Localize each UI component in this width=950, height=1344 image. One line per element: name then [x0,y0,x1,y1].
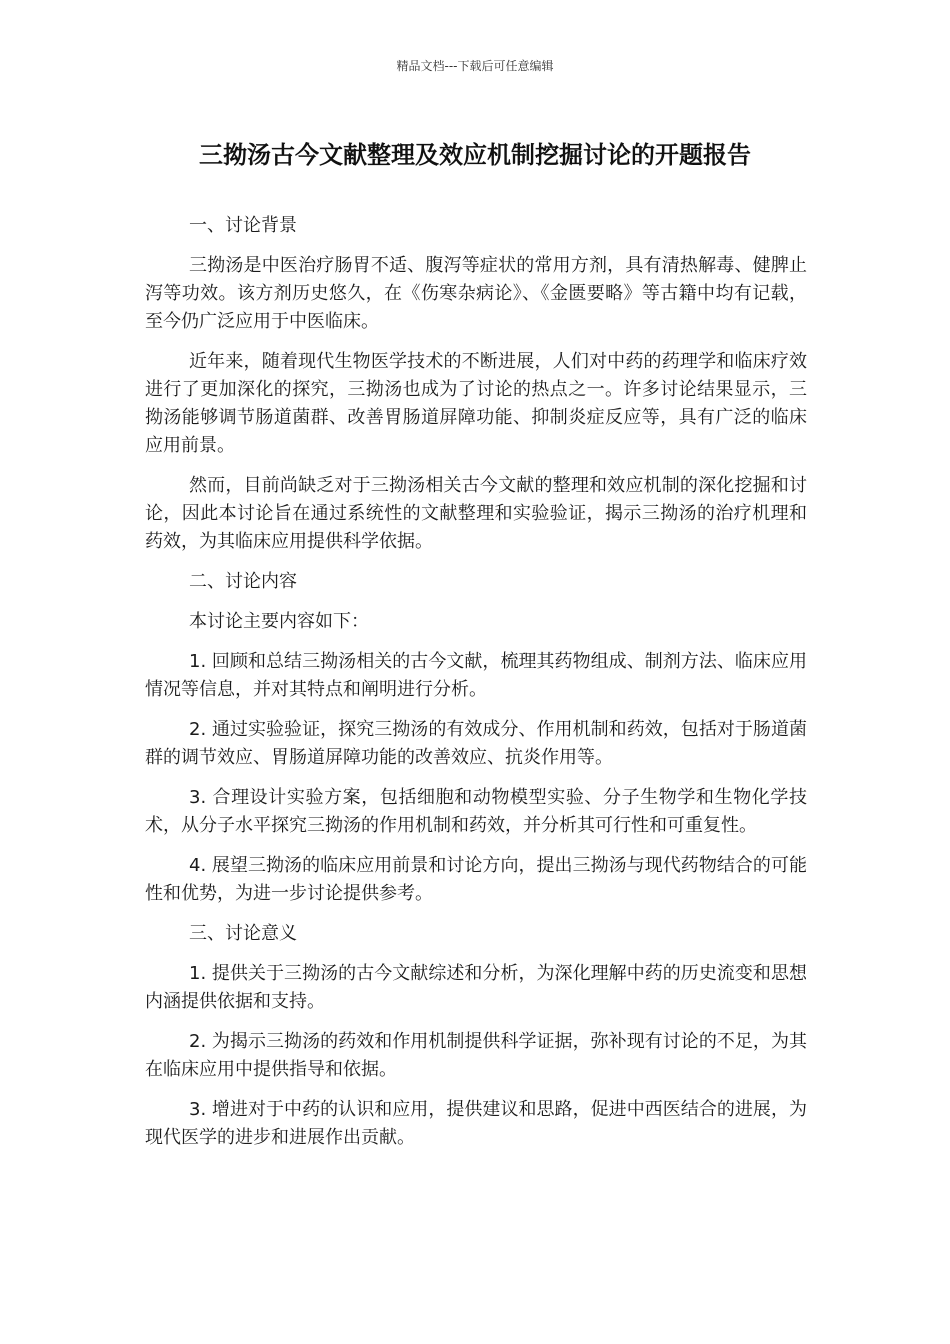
list-item: 2. 通过实验验证，探究三拗汤的有效成分、作用机制和药效，包括对于肠道菌群的调节效应、胃肠道屏障功能的改善效应、抗炎作用等。 [145,719,807,768]
list-item: 1. 提供关于三拗汤的古今文献综述和分析，为深化理解中药的历史流变和思想内涵提供依据和支持。 [145,963,807,1012]
list-item: 1. 回顾和总结三拗汤相关的古今文献，梳理其药物组成、制剂方法、临床应用情况等信息，并对其特点和阐明进行分析。 [145,651,807,700]
list-item: 4. 展望三拗汤的临床应用前景和讨论方向，提出三拗汤与现代药物结合的可能性和优势，为进一步讨论提供参考。 [145,855,807,904]
document-title: 三拗汤古今文献整理及效应机制挖掘讨论的开题报告 [199,141,751,169]
page-header-note: 精品文档---下载后可任意编辑 [396,59,554,73]
list-item: 3. 增进对于中药的认识和应用，提供建议和思路，促进中西医结合的进展，为现代医学的进步和进展作出贡献。 [145,1099,807,1148]
list-item: 3. 合理设计实验方案，包括细胞和动物模型实验、分子生物学和生物化学技术，从分子水平探究三拗汤的作用机制和药效，并分析其可行性和可重复性。 [145,787,807,836]
paragraph: 近年来，随着现代生物医学技术的不断进展，人们对中药的药理学和临床疗效进行了更加深化的探究，三拗汤也成为了讨论的热点之一。许多讨论结果显示，三拗汤能够调节肠道菌群、改善胃肠道屏障功能、抑制炎症反应等，具有广泛的临床应用前景。 [145,351,807,456]
paragraph: 三拗汤是中医治疗肠胃不适、腹泻等症状的常用方剂，具有清热解毒、健脾止泻等功效。该方剂历史悠久，在《伤寒杂病论》、《金匮要略》等古籍中均有记载，至今仍广泛应用于中医临床。 [145,255,807,332]
paragraph: 然而，目前尚缺乏对于三拗汤相关古今文献的整理和效应机制的深化挖掘和讨论，因此本讨论旨在通过系统性的文献整理和实验验证，揭示三拗汤的治疗机理和药效，为其临床应用提供科学依据。 [145,475,807,552]
paragraph: 本讨论主要内容如下： [189,611,369,632]
section-heading-significance: 三、讨论意义 [189,923,297,944]
list-item: 2. 为揭示三拗汤的药效和作用机制提供科学证据，弥补现有讨论的不足，为其在临床应用中提供指导和依据。 [145,1031,807,1080]
section-heading-background: 一、讨论背景 [189,215,297,236]
section-heading-content: 二、讨论内容 [189,571,297,592]
document-body [145,212,807,1164]
